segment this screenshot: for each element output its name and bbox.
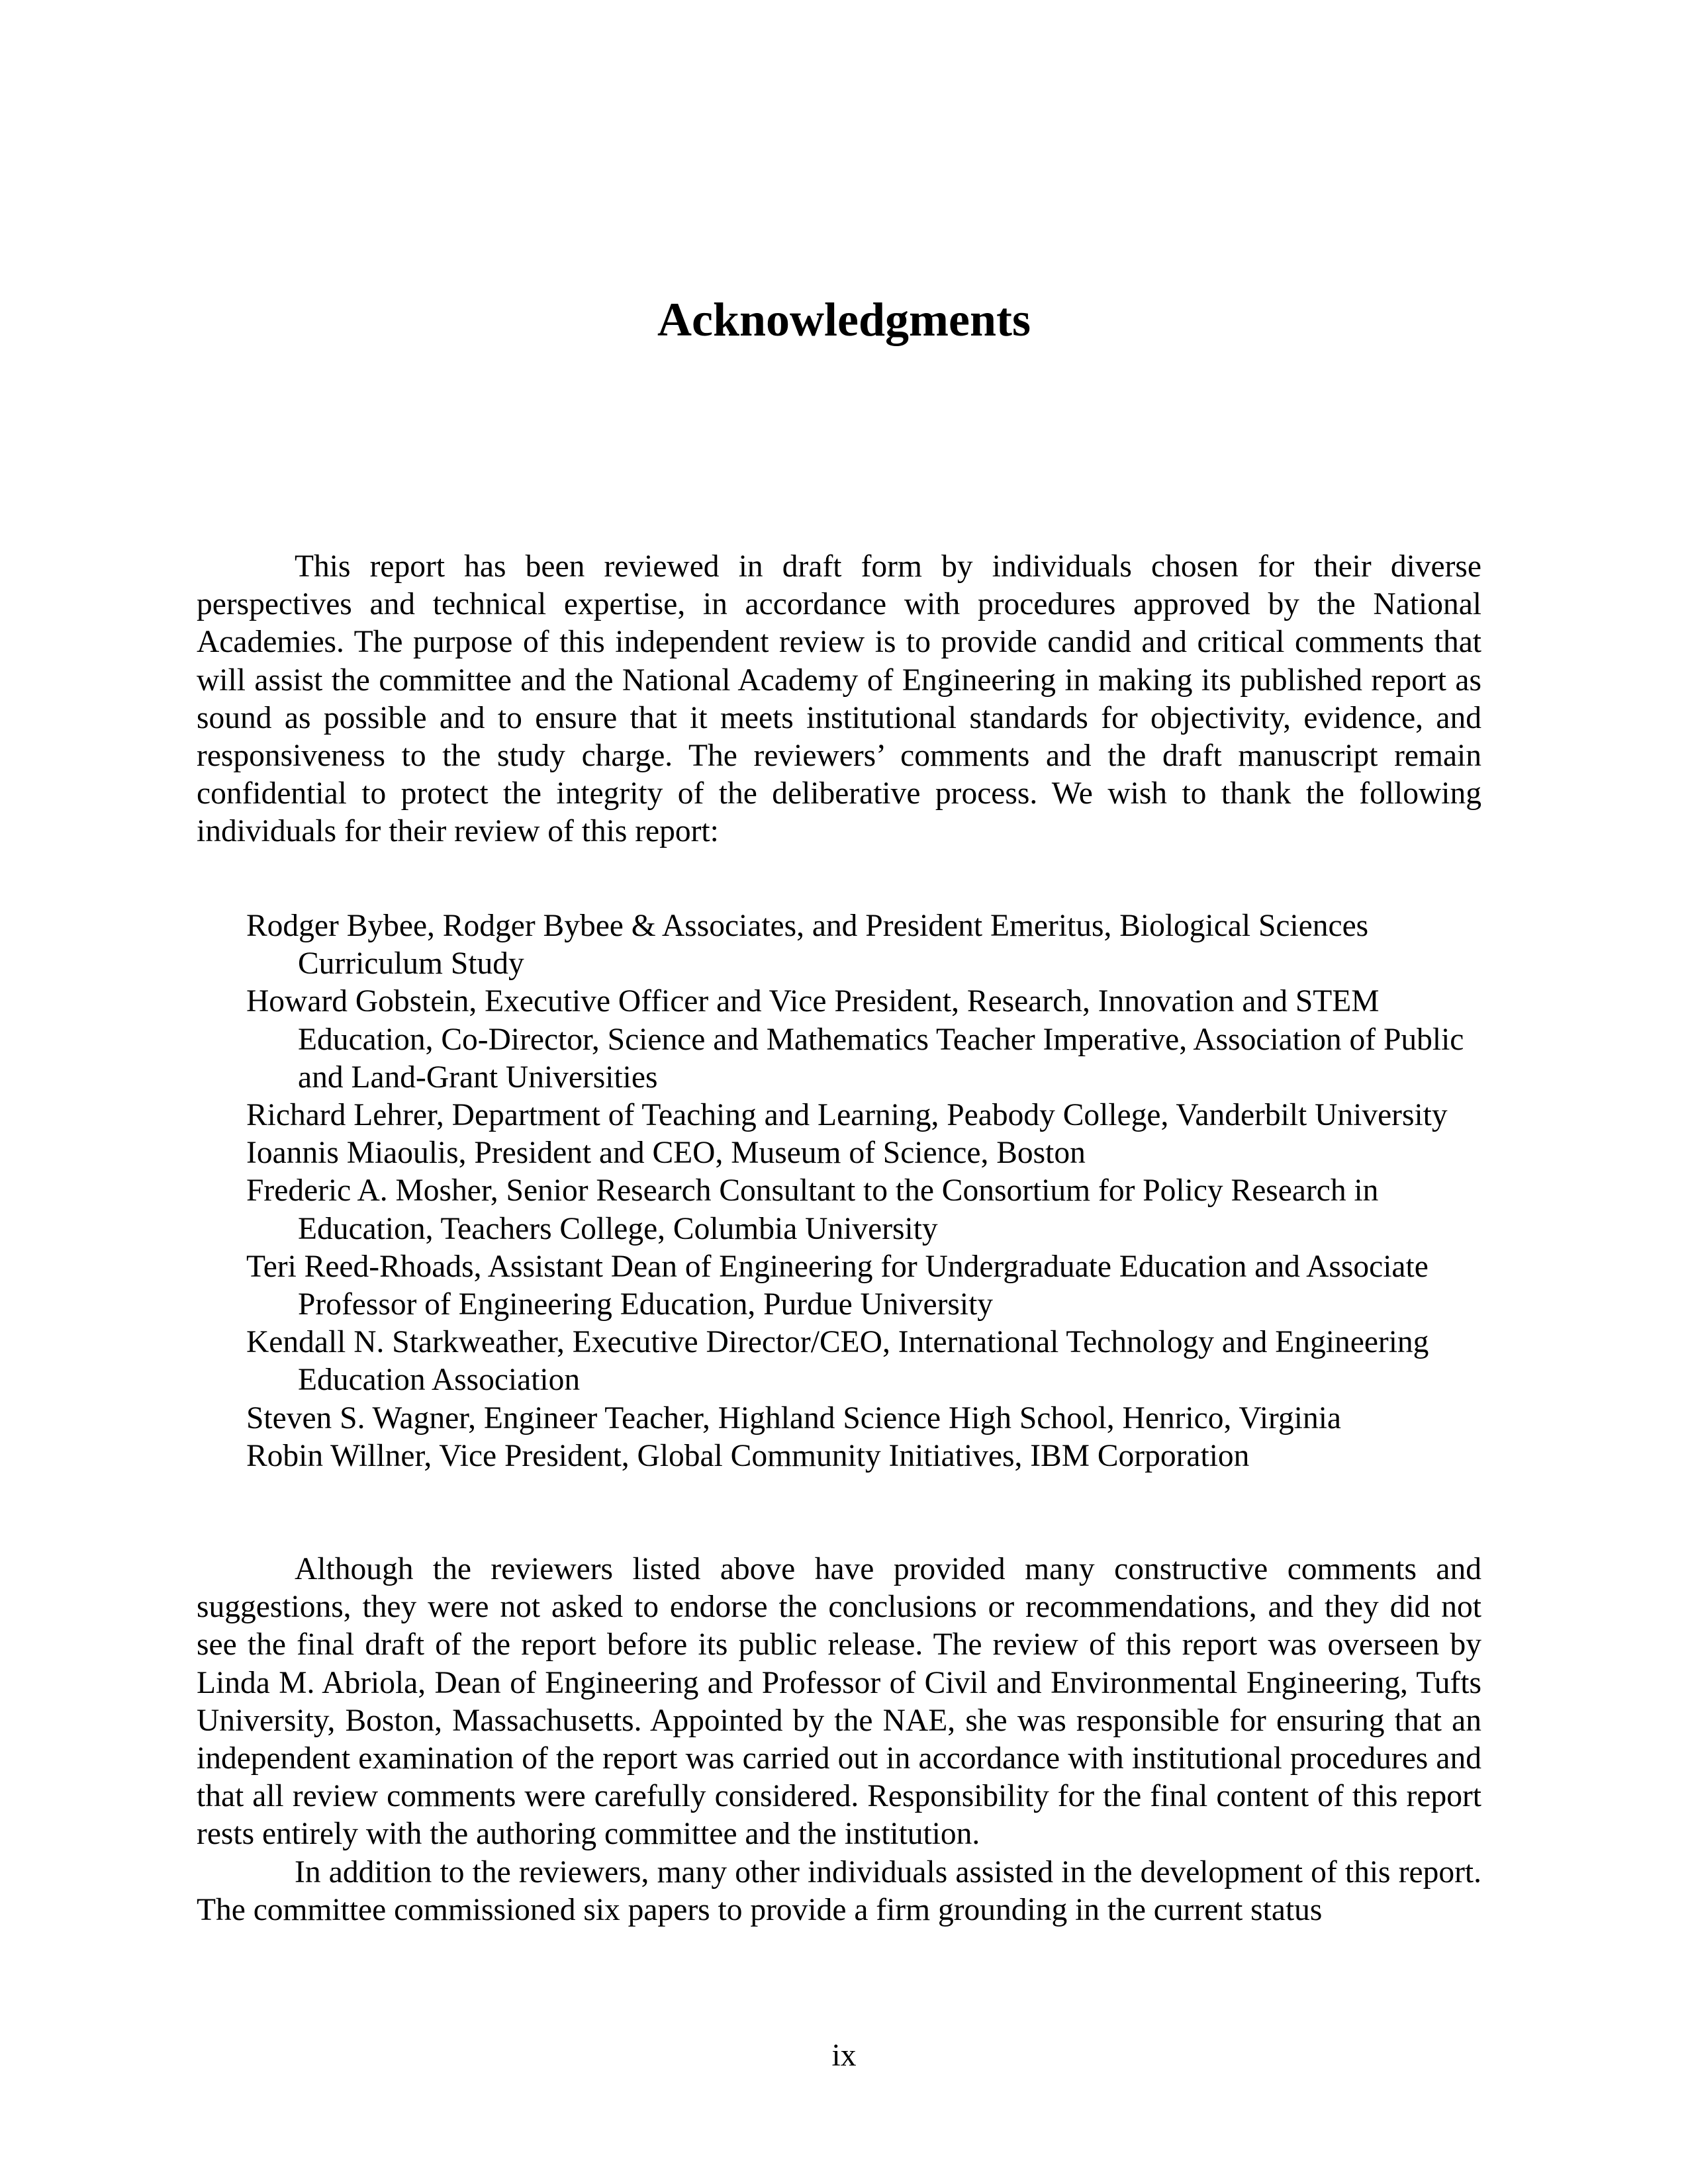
closing-section <box>197 1551 1481 1929</box>
reviewer-entry: Ioannis Miaoulis, President and CEO, Museum of Science, Boston <box>246 1136 1086 1171</box>
reviewer-entry: Kendall N. Starkweather, Executive Director/CEO, International Technology and Engineering Education Association <box>246 1325 1429 1398</box>
intro-section <box>197 548 1481 851</box>
intro-paragraph: This report has been reviewed in draft form by individuals chosen for their diverse perspectives and technical expertise, in accordance with procedures approved by the National Academies. The purpose of this independent review is to provide candid and critical comments that will assist the committee and the National Academy of Engineering in making its published report as sound as possible and to ensure that it meets institutional standards for objectivity, evidence, and responsiveness to the study charge. The reviewers’ comments and the draft manuscript remain confidential to protect the integrity of the deliberative process. We wish to thank the following individuals for their review of this report: <box>197 549 1481 849</box>
additional-assistance-paragraph: In addition to the reviewers, many other individuals assisted in the development of this report. The committee commissioned six papers to provide a firm grounding in the current status <box>197 1854 1481 1927</box>
reviewer-entry: Rodger Bybee, Rodger Bybee & Associates, and President Emeritus, Biological Sciences Curriculum Study <box>246 909 1369 981</box>
reviewer-entry: Robin Willner, Vice President, Global Community Initiatives, IBM Corporation <box>246 1438 1250 1473</box>
reviewer-list <box>246 907 1491 1475</box>
reviewer-entry: Richard Lehrer, Department of Teaching and Learning, Peabody College, Vanderbilt University <box>246 1098 1448 1133</box>
reviewer-entry: Teri Reed-Rhoads, Assistant Dean of Engineering for Undergraduate Education and Associate Professor of Engineering Education, Purdue University <box>246 1249 1429 1322</box>
review-oversight-paragraph: Although the reviewers listed above have provided many constructive comments and suggestions, they were not asked to endorse the conclusions or recommendations, and they did not see the final draft of the report before its public release. The review of this report was overseen by Linda M. Abriola, Dean of Engineering and Professor of Civil and Environmental Engineering, Tufts University, Boston, Massachusetts. Appointed by the NAE, she was responsible for ensuring that an independent examination of the report was carried out in accordance with institutional procedures and that all review comments were carefully considered. Responsibility for the final content of this report rests entirely with the authoring committee and the institution. <box>197 1552 1481 1852</box>
reviewer-entry: Howard Gobstein, Executive Officer and Vice President, Research, Innovation and STEM Education, Co-Director, Science and Mathematics Teacher Imperative, Association of Public and Land-Grant Universities <box>246 984 1464 1095</box>
page-number: ix <box>831 2038 857 2073</box>
reviewer-entry: Steven S. Wagner, Engineer Teacher, Highland Science High School, Henrico, Virginia <box>246 1400 1341 1435</box>
page-title: Acknowledgments <box>657 293 1031 346</box>
reviewer-entry: Frederic A. Mosher, Senior Research Consultant to the Consortium for Policy Research in Education, Teachers College, Columbia University <box>246 1173 1379 1246</box>
